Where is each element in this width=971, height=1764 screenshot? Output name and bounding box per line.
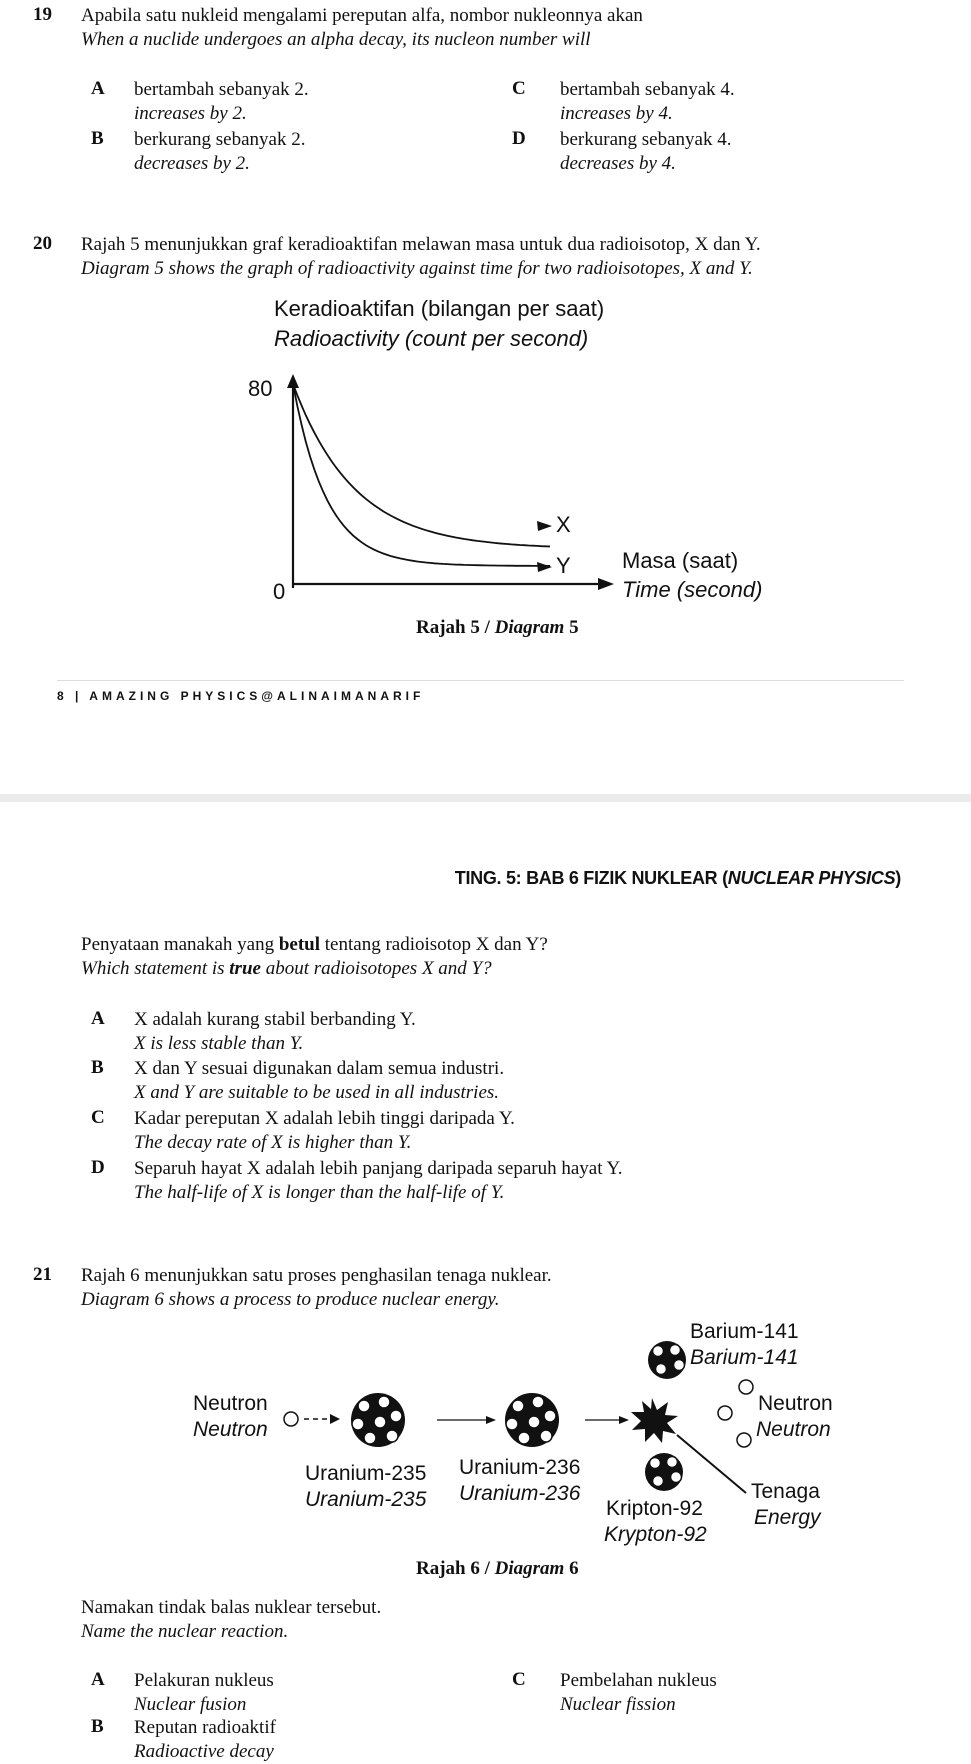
option-text-en: Nuclear fission [560,1694,676,1715]
energy-label-ms: Tenaga [751,1480,820,1503]
option-letter: C [512,1669,526,1690]
series-x-arrow [537,521,552,531]
output-neutron [718,1406,732,1420]
footer-divider [57,680,904,681]
caption-italic: Diagram [494,617,565,638]
option-text-ms: bertambah sebanyak 2. [134,79,309,100]
output-neutron [739,1380,753,1394]
prompt-text: tentang radioisotop X dan Y? [320,934,548,955]
x-axis-label-en: Time (second) [622,577,763,602]
caption-number: 6 [564,1558,579,1579]
series-y-curve [293,384,550,566]
series-x-label: X [556,512,571,537]
option-letter: C [512,78,526,99]
page-footer: 8 | AMAZING PHYSICS@ALINAIMANARIF [57,689,425,703]
question-stem-ms: Rajah 6 menunjukkan satu proses penghasilan tenaga nuklear. [81,1265,552,1286]
diagram-6-caption [416,1558,579,1580]
uranium-236-nucleus [505,1393,559,1447]
question-stem-en: When a nuclide undergoes an alpha decay, its nucleon number will [81,29,591,50]
fission-burst [631,1398,678,1443]
diagram-5-caption [416,617,579,639]
question-number: 21 [33,1264,52,1285]
krypton-92-nucleus [645,1453,683,1491]
option-text-ms: berkurang sebanyak 2. [134,129,306,150]
diagram-5-graph [230,292,800,622]
option-text-en: Radioactive decay [134,1741,274,1762]
krypton-label-en: Krypton-92 [604,1523,707,1546]
caption-number: 5 [564,617,579,638]
barium-141-nucleus [648,1341,686,1379]
option-text-en: increases by 4. [560,103,673,124]
option-text-ms: Separuh hayat X adalah lebih panjang daripada separuh hayat Y. [134,1158,623,1179]
incoming-neutron [284,1412,298,1426]
prompt-text: Penyataan manakah yang [81,934,279,955]
output-neutron [737,1433,751,1447]
x-axis-arrow [598,578,614,590]
x-axis-label-ms: Masa (saat) [622,548,739,573]
caption-text: Rajah 5 / [416,617,495,638]
option-text-en: The decay rate of X is higher than Y. [134,1132,412,1153]
option-text-en: X and Y are suitable to be used in all industries. [134,1082,500,1103]
series-y-arrow [537,562,552,572]
header-close: ) [895,868,901,888]
energy-ray [677,1435,746,1493]
question-prompt-en: Name the nuclear reaction. [81,1621,289,1642]
option-letter: B [91,128,104,149]
option-letter: D [91,1157,105,1178]
question-stem-ms: Apabila satu nukleid mengalami pereputan alfa, nombor nukleonnya akan [81,5,643,26]
arrow-head [619,1416,629,1424]
option-letter: D [512,128,526,149]
option-text-ms: X adalah kurang stabil berbanding Y. [134,1009,416,1030]
u236-label-ms: Uranium-236 [459,1456,581,1479]
arrow-head [486,1416,496,1424]
option-text-ms: X dan Y sesuai digunakan dalam semua industri. [134,1058,505,1079]
caption-italic: Diagram [494,1558,565,1579]
option-letter: B [91,1716,104,1737]
y-axis-label-ms: Keradioaktifan (bilangan per saat) [274,296,605,321]
option-text-ms: Pembelahan nukleus [560,1670,717,1691]
neutron-label-ms: Neutron [193,1392,268,1415]
question-prompt-ms [81,933,548,957]
option-text-en: X is less stable than Y. [134,1033,304,1054]
diagram-6-fission [180,1308,860,1556]
prompt-emphasis: true [229,958,261,979]
option-text-ms: berkurang sebanyak 4. [560,129,732,150]
chapter-header [455,868,901,889]
option-text-en: increases by 2. [134,103,247,124]
out-neutron-label-ms: Neutron [758,1392,833,1415]
series-x-curve [293,384,550,547]
header-text: TING. 5: BAB 6 FIZIK NUKLEAR ( [454,868,728,888]
question-number: 19 [33,4,52,25]
option-letter: C [91,1107,105,1128]
footer-text: AMAZING PHYSICS@ALINAIMANARIF [89,689,425,703]
series-y-label: Y [556,553,571,578]
neutron-path-arrow [330,1414,340,1424]
option-letter: B [91,1057,104,1078]
option-text-ms: Reputan radioaktif [134,1717,276,1738]
question-stem-ms: Rajah 5 menunjukkan graf keradioaktifan melawan masa untuk dua radioisotop, X dan Y. [81,234,761,255]
question-stem-en: Diagram 5 shows the graph of radioactivity against time for two radioisotopes, X and Y. [81,258,753,279]
option-letter: A [91,1008,105,1029]
u235-label-en: Uranium-235 [305,1488,427,1511]
prompt-text: Which statement is [81,958,230,979]
question-prompt-en [81,957,492,981]
u235-label-ms: Uranium-235 [305,1462,427,1485]
prompt-text: about radioisotopes X and Y? [260,958,492,979]
option-letter: A [91,1669,105,1690]
option-text-en: The half-life of X is longer than the half-life of Y. [134,1182,505,1203]
prompt-emphasis: betul [278,934,321,955]
page-number: 8 [57,689,68,703]
question-prompt-ms: Namakan tindak balas nuklear tersebut. [81,1597,382,1618]
y-axis-label-en: Radioactivity (count per second) [274,326,589,351]
header-italic: NUCLEAR PHYSICS [727,868,896,888]
y-tick-80: 80 [248,376,273,401]
question-stem-en: Diagram 6 shows a process to produce nuclear energy. [81,1289,500,1310]
option-text-en: decreases by 4. [560,153,676,174]
out-neutron-label-en: Neutron [756,1418,831,1441]
caption-text: Rajah 6 / [416,1558,495,1579]
option-letter: A [91,78,105,99]
option-text-en: Nuclear fusion [134,1694,247,1715]
option-text-ms: bertambah sebanyak 4. [560,79,735,100]
barium-label-en: Barium-141 [690,1346,799,1369]
energy-label-en: Energy [754,1506,821,1529]
origin-label: 0 [273,579,286,604]
option-text-ms: Kadar pereputan X adalah lebih tinggi daripada Y. [134,1108,515,1129]
krypton-label-ms: Kripton-92 [606,1497,703,1520]
option-text-en: decreases by 2. [134,153,250,174]
option-text-ms: Pelakuran nukleus [134,1670,274,1691]
barium-label-ms: Barium-141 [690,1320,799,1343]
neutron-label-en: Neutron [193,1418,268,1441]
uranium-235-nucleus [351,1393,405,1447]
u236-label-en: Uranium-236 [459,1482,581,1505]
question-number: 20 [33,233,52,254]
page-separator [0,794,971,802]
